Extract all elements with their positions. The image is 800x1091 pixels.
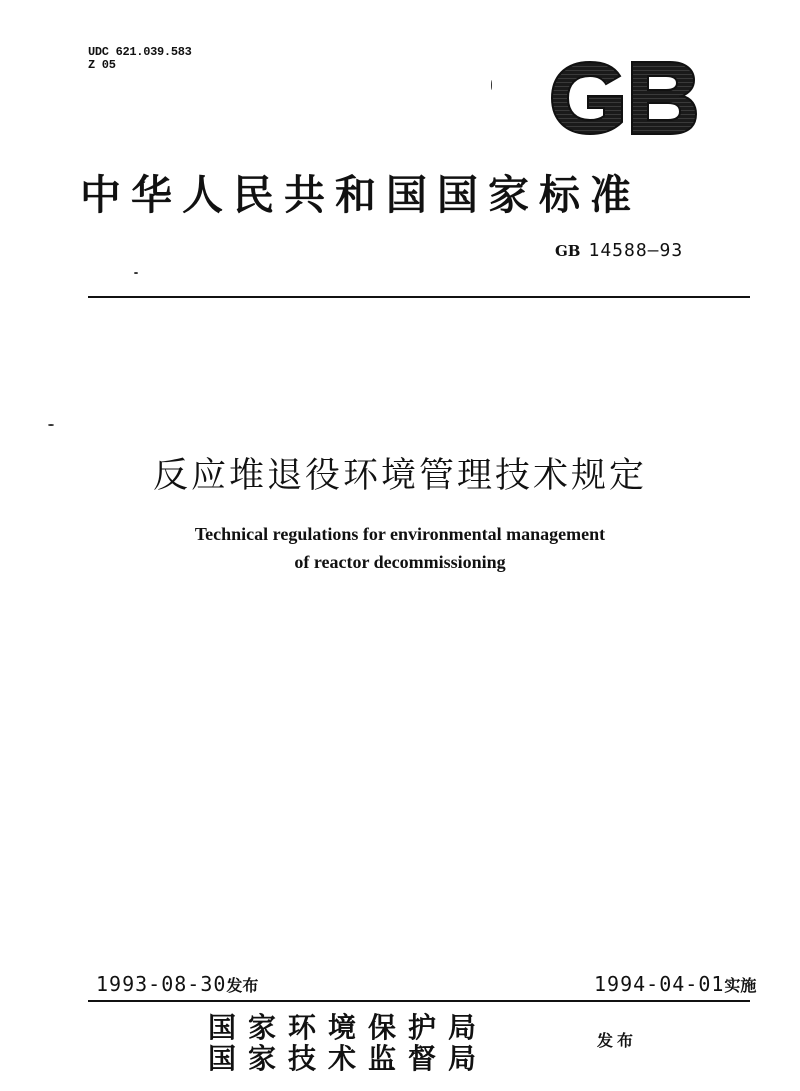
classification-block — [88, 46, 192, 72]
gb-logo-icon — [548, 58, 700, 138]
publisher-1: 国家环境保护局 — [208, 1011, 489, 1044]
issue-date — [96, 972, 258, 996]
document-title-en-line1: Technical regulations for environmental management — [194, 524, 606, 544]
effective-date-suffix: 实施 — [724, 976, 757, 995]
document-title-cn: 反应堆退役环境管理技术规定 — [152, 456, 647, 496]
header-divider — [88, 296, 750, 298]
publish-label: 发布 — [597, 1031, 638, 1050]
udc-code: UDC 621.039.583 — [88, 45, 192, 59]
national-standard-heading: 中华人民共和国国家标准 — [80, 171, 641, 219]
effective-date-value: 1994-04-01 — [594, 972, 725, 996]
scan-speck — [134, 272, 138, 274]
scan-speck — [48, 424, 54, 426]
standard-code-prefix: GB — [555, 242, 581, 260]
standard-code-number: 14588—93 — [588, 240, 684, 261]
issue-date-value: 1993-08-30 — [96, 972, 227, 996]
scan-speck — [491, 80, 492, 90]
document-title-en-line2: of reactor decommissioning — [294, 552, 506, 572]
class-code: Z 05 — [88, 58, 116, 72]
effective-date — [594, 972, 756, 996]
publisher-2: 国家技术监督局 — [208, 1042, 489, 1075]
issue-date-suffix: 发布 — [226, 976, 259, 995]
standard-code — [555, 240, 683, 261]
footer-divider — [88, 1000, 750, 1002]
